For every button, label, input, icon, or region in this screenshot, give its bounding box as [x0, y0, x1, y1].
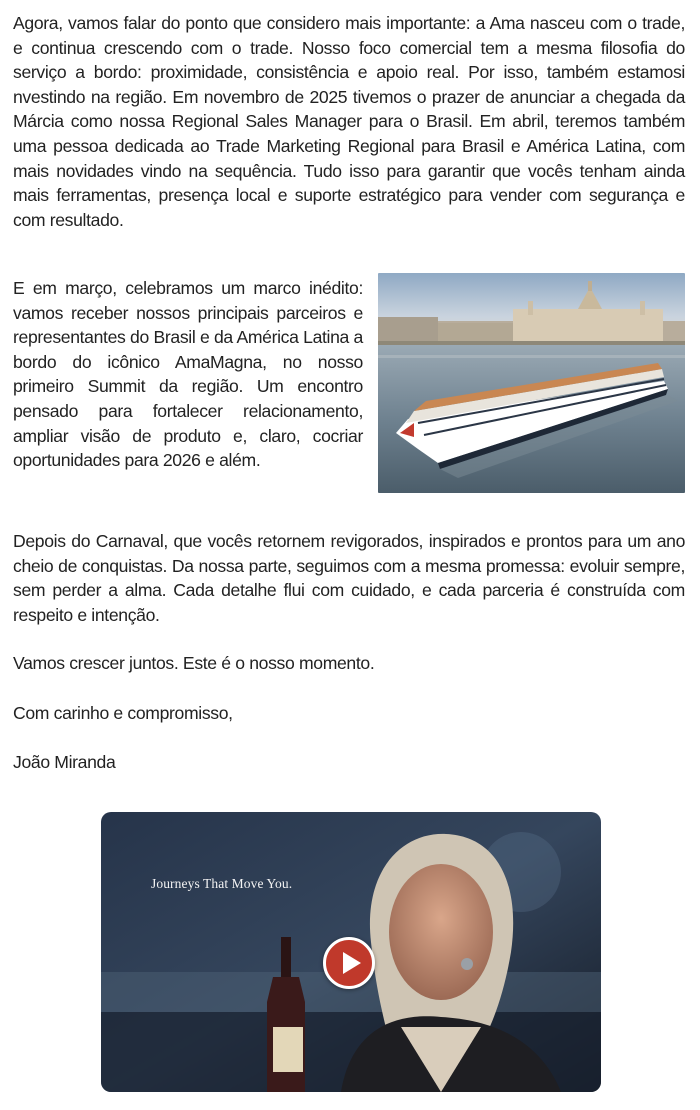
- signature: João Miranda: [13, 752, 116, 772]
- play-button[interactable]: [323, 937, 375, 989]
- paragraph-trade-focus: Agora, vamos falar do ponto que considero mais importante: a Ama nasceu com o trade, e continua crescendo com o trade. Nosso foco comercial tem a mesma filosofia do serviço a bordo: proximidade, consistência e apoio real. Por isso, também estamosi nvestindo na região. Em novembro de 2025 tivemos o prazer de anunciar a chegada da Márcia como nossa Regional Sales Manager para o Brasil. Em abril, teremos também uma pessoa dedicada ao Trade Marketing Regional para Brasil e América Latina, com mais novidades vindo na sequência. Tudo isso para garantir que vocês tenham ainda mais ferramentas, presença local e suporte estratégico para vender com segurança e com resultado.: [13, 13, 685, 230]
- video-caption: Journeys That Move You.: [151, 876, 293, 891]
- video-thumbnail[interactable]: [101, 812, 601, 1092]
- paragraph-summit: E em março, celebramos um marco inédito: vamos receber nossos principais parceiros e representantes do Brasil e da América Latina a bordo do icônico AmaMagna, no nosso primeiro Summit da região. Um encontro pensado para fortalecer relacionamento, ampliar visão de produto e, claro, cocriar oportunidades para 2026 e além.: [13, 278, 363, 471]
- amamagna-ship-photo: [378, 273, 685, 493]
- play-icon: [343, 952, 361, 974]
- paragraph-carnival: Depois do Carnaval, que vocês retornem revigorados, inspirados e prontos para um ano cheio de conquistas. Da nossa parte, seguimos com a mesma promessa: evoluir sempre, sem perder a alma. Cada detalhe flui com cuidado, e cada parceria é construída com respeito e intenção.: [13, 531, 685, 625]
- closing-line: Com carinho e compromisso,: [13, 703, 233, 723]
- paragraph-grow-together: Vamos crescer juntos. Este é o nosso momento.: [13, 653, 375, 673]
